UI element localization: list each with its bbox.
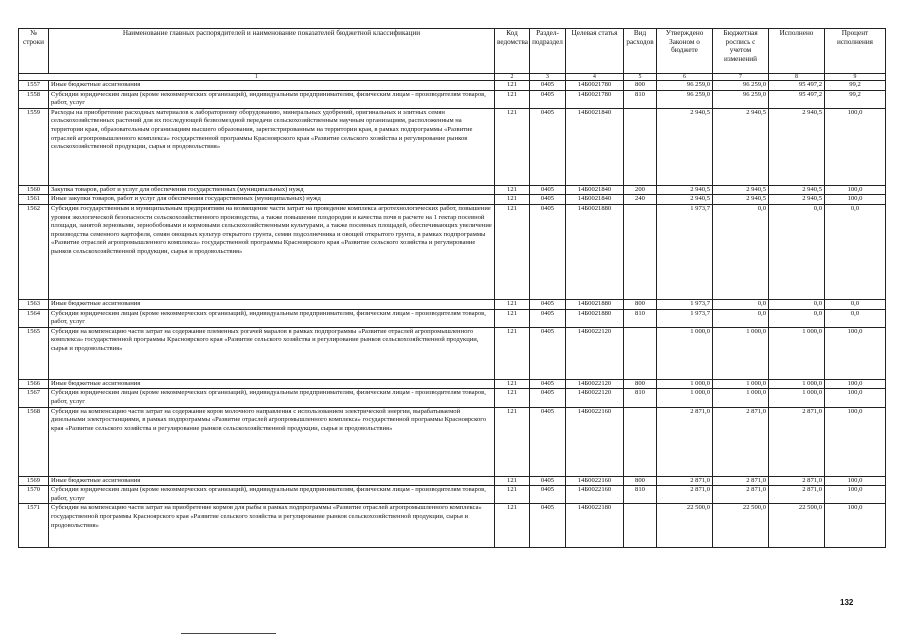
section-code: 0405 (530, 504, 566, 548)
expense-type (624, 327, 657, 379)
column-number: 3 (530, 74, 566, 81)
approved-amount: 1 000,0 (657, 327, 713, 379)
table-row (19, 389, 886, 407)
column-number: 8 (769, 74, 825, 81)
executed-amount: 95 497,2 (769, 81, 825, 91)
department-code: 121 (495, 476, 530, 486)
schedule-amount: 96 259,0 (713, 90, 769, 108)
executed-amount: 0,0 (769, 309, 825, 327)
row-number: 1561 (19, 195, 49, 205)
row-name: Субсидии на компенсацию части затрат на приобретение кормов для рыбы в рамках подпрограммы «Развитие отраслей агропромышленного комплекса» государственной программы Красноярского края «Развитие сельского хозяйства и регулирование рынков сельскохозяйственной продукции, сырья и продовольствия» (49, 504, 495, 548)
approved-amount: 96 259,0 (657, 81, 713, 91)
section-code: 0405 (530, 476, 566, 486)
approved-amount: 96 259,0 (657, 90, 713, 108)
column-number: 1 (19, 74, 495, 81)
row-number: 1567 (19, 389, 49, 407)
department-code: 121 (495, 504, 530, 548)
target-article: 14Б0021880 (566, 204, 624, 299)
expense-type: 810 (624, 486, 657, 504)
row-number: 1557 (19, 81, 49, 91)
row-number: 1560 (19, 185, 49, 195)
approved-amount: 2 940,5 (657, 108, 713, 185)
section-code: 0405 (530, 204, 566, 299)
department-code: 121 (495, 81, 530, 91)
expense-type: 240 (624, 195, 657, 205)
table-row (19, 195, 886, 205)
footer-divider (181, 633, 276, 634)
execution-percent: 100,0 (825, 407, 886, 476)
row-name: Расходы на приобретение расходных материалов к лабораторному оборудованию, минеральных удобрений, оригинальных и элитных семян сельскохозяйственных растений для их последующей безвозмездной передачи сельскохозяйственным научным организациям, расположенным на территории края, образовательным организациям высшего образования, зарегистрированным на территории края, в рамках подпрограммы «Развитие отраслей агропромышленного комплекса» государственной программы Красноярского края «Развитие сельского хозяйства и регулирование рынков сельскохозяйственной продукции, сырья и продовольствия» (49, 108, 495, 185)
executed-amount: 2 871,0 (769, 476, 825, 486)
row-number: 1563 (19, 299, 49, 309)
schedule-amount: 22 500,0 (713, 504, 769, 548)
schedule-amount: 96 259,0 (713, 81, 769, 91)
table-row (19, 185, 886, 195)
row-number: 1562 (19, 204, 49, 299)
header-row (19, 29, 886, 74)
schedule-amount: 2 940,5 (713, 195, 769, 205)
budget-document-page (18, 28, 885, 548)
row-number: 1566 (19, 379, 49, 389)
expense-type: 800 (624, 379, 657, 389)
section-code: 0405 (530, 299, 566, 309)
table-row (19, 309, 886, 327)
department-code: 121 (495, 407, 530, 476)
schedule-amount: 2 940,5 (713, 108, 769, 185)
schedule-amount: 2 871,0 (713, 407, 769, 476)
section-code: 0405 (530, 407, 566, 476)
table-body (19, 81, 886, 548)
executed-amount: 0,0 (769, 204, 825, 299)
executed-amount: 2 940,5 (769, 108, 825, 185)
department-code: 121 (495, 327, 530, 379)
approved-amount: 1 000,0 (657, 389, 713, 407)
target-article: 14Б0021840 (566, 185, 624, 195)
execution-percent: 0,0 (825, 299, 886, 309)
table-row (19, 486, 886, 504)
row-name: Субсидии юридическим лицам (кроме некоммерческих организаций), индивидуальным предпринимателям, физическим лицам - производителям товаров, работ, услуг (49, 486, 495, 504)
execution-percent: 100,0 (825, 476, 886, 486)
row-name: Субсидии юридическим лицам (кроме некоммерческих организаций), индивидуальным предпринимателям, физическим лицам - производителям товаров, работ, услуг (49, 389, 495, 407)
table-row (19, 407, 886, 476)
section-code: 0405 (530, 486, 566, 504)
column-number: 4 (566, 74, 624, 81)
row-number: 1570 (19, 486, 49, 504)
row-name: Иные бюджетные ассигнования (49, 476, 495, 486)
executed-amount: 0,0 (769, 299, 825, 309)
column-number: 2 (495, 74, 530, 81)
target-article: 14Б0021880 (566, 309, 624, 327)
table-row (19, 204, 886, 299)
header-execution-percent: Процент исполнения (825, 29, 886, 74)
execution-percent: 0,0 (825, 204, 886, 299)
section-code: 0405 (530, 379, 566, 389)
target-article: 14Б0021780 (566, 81, 624, 91)
target-article: 14Б0021780 (566, 90, 624, 108)
row-number: 1559 (19, 108, 49, 185)
expense-type (624, 407, 657, 476)
target-article: 14Б0022160 (566, 476, 624, 486)
execution-percent: 100,0 (825, 504, 886, 548)
header-expense-type: Вид расходов (624, 29, 657, 74)
schedule-amount: 2 871,0 (713, 476, 769, 486)
row-number: 1568 (19, 407, 49, 476)
execution-percent: 100,0 (825, 195, 886, 205)
execution-percent: 0,0 (825, 309, 886, 327)
executed-amount: 2 871,0 (769, 486, 825, 504)
department-code: 121 (495, 204, 530, 299)
execution-percent: 100,0 (825, 389, 886, 407)
executed-amount: 1 000,0 (769, 327, 825, 379)
table-row (19, 299, 886, 309)
row-name: Субсидии юридическим лицам (кроме некоммерческих организаций), индивидуальным предпринимателям, физическим лицам - производителям товаров, работ, услуг (49, 90, 495, 108)
section-code: 0405 (530, 81, 566, 91)
section-code: 0405 (530, 195, 566, 205)
schedule-amount: 0,0 (713, 204, 769, 299)
approved-amount: 2 940,5 (657, 195, 713, 205)
header-target-article: Целевая статья (566, 29, 624, 74)
table-row (19, 379, 886, 389)
budget-execution-table (18, 28, 886, 548)
column-number-row (19, 74, 886, 81)
header-department-code: Код ведомства (495, 29, 530, 74)
approved-amount: 2 871,0 (657, 486, 713, 504)
row-name: Закупка товаров, работ и услуг для обеспечения государственных (муниципальных) нужд (49, 185, 495, 195)
row-name: Иные бюджетные ассигнования (49, 299, 495, 309)
expense-type: 800 (624, 476, 657, 486)
target-article: 14Б0021840 (566, 195, 624, 205)
schedule-amount: 2 871,0 (713, 486, 769, 504)
schedule-amount: 0,0 (713, 299, 769, 309)
table-row (19, 327, 886, 379)
target-article: 14Б0021880 (566, 299, 624, 309)
approved-amount: 1 973,7 (657, 204, 713, 299)
approved-amount: 1 973,7 (657, 309, 713, 327)
schedule-amount: 2 940,5 (713, 185, 769, 195)
row-number: 1569 (19, 476, 49, 486)
column-number: 5 (624, 74, 657, 81)
column-number: 9 (825, 74, 886, 81)
expense-type (624, 108, 657, 185)
target-article: 14Б0022180 (566, 504, 624, 548)
target-article: 14Б0022120 (566, 389, 624, 407)
row-number: 1571 (19, 504, 49, 548)
column-number: 6 (657, 74, 713, 81)
executed-amount: 95 497,2 (769, 90, 825, 108)
header-section: Раздел-подраздел (530, 29, 566, 74)
row-name: Субсидии на компенсацию части затрат на содержание коров молочного направления с использованием электрической энергии, вырабатываемой дизельными электростанциями, в рамках подпрограммы «Развитие отраслей агропромышленного комплекса» государственной программы Красноярского края «Развитие сельского хозяйства и регулирование рынков сельскохозяйственной продукции, сырья и продовольствия» (49, 407, 495, 476)
column-number: 7 (713, 74, 769, 81)
header-executed: Исполнено (769, 29, 825, 74)
expense-type (624, 504, 657, 548)
row-name: Иные бюджетные ассигнования (49, 379, 495, 389)
section-code: 0405 (530, 327, 566, 379)
row-name: Субсидии юридическим лицам (кроме некоммерческих организаций), индивидуальным предпринимателям, физическим лицам - производителям товаров, работ, услуг (49, 309, 495, 327)
expense-type: 810 (624, 389, 657, 407)
execution-percent: 99,2 (825, 90, 886, 108)
expense-type: 810 (624, 90, 657, 108)
section-code: 0405 (530, 309, 566, 327)
table-row (19, 81, 886, 91)
section-code: 0405 (530, 90, 566, 108)
execution-percent: 99,2 (825, 81, 886, 91)
header-name: Наименование главных распорядителей и наименование показателей бюджетной классификации (49, 29, 495, 74)
table-row (19, 90, 886, 108)
expense-type (624, 204, 657, 299)
execution-percent: 100,0 (825, 379, 886, 389)
approved-amount: 22 500,0 (657, 504, 713, 548)
department-code: 121 (495, 379, 530, 389)
expense-type: 810 (624, 309, 657, 327)
row-number: 1558 (19, 90, 49, 108)
expense-type: 200 (624, 185, 657, 195)
header-row-number: № строки (19, 29, 49, 74)
execution-percent: 100,0 (825, 486, 886, 504)
execution-percent: 100,0 (825, 108, 886, 185)
department-code: 121 (495, 389, 530, 407)
target-article: 14Б0022160 (566, 407, 624, 476)
approved-amount: 1 973,7 (657, 299, 713, 309)
executed-amount: 1 000,0 (769, 389, 825, 407)
department-code: 121 (495, 299, 530, 309)
row-name: Иные закупки товаров, работ и услуг для обеспечения государственных (муниципальных) нужд (49, 195, 495, 205)
schedule-amount: 0,0 (713, 309, 769, 327)
execution-percent: 100,0 (825, 327, 886, 379)
table-header (19, 29, 886, 81)
schedule-amount: 1 000,0 (713, 389, 769, 407)
section-code: 0405 (530, 389, 566, 407)
executed-amount: 1 000,0 (769, 379, 825, 389)
section-code: 0405 (530, 185, 566, 195)
header-budget-schedule: Бюджетная роспись с учетом изменений (713, 29, 769, 74)
row-name: Иные бюджетные ассигнования (49, 81, 495, 91)
approved-amount: 2 871,0 (657, 407, 713, 476)
executed-amount: 2 940,5 (769, 185, 825, 195)
page-number: 132 (840, 598, 854, 607)
table-row (19, 476, 886, 486)
target-article: 14Б0021840 (566, 108, 624, 185)
department-code: 121 (495, 486, 530, 504)
table-row (19, 504, 886, 548)
schedule-amount: 1 000,0 (713, 327, 769, 379)
target-article: 14Б0022120 (566, 379, 624, 389)
department-code: 121 (495, 309, 530, 327)
department-code: 121 (495, 185, 530, 195)
department-code: 121 (495, 90, 530, 108)
approved-amount: 1 000,0 (657, 379, 713, 389)
execution-percent: 100,0 (825, 185, 886, 195)
expense-type: 800 (624, 81, 657, 91)
row-name: Субсидии государственным и муниципальным предприятиям на возмещение части затрат на проведение комплекса агротехнологических работ, повышение уровня экологической безопасности сельскохозяйственного производства, а также повышение плодородия и качества почв в расчете на 1 гектар посевной площади, занятой зерновыми, зернобобовыми и кормовыми сельскохозяйственными культурами, а также посевных площадей, обеспечивающих увеличение производства семенного картофеля, семян овощных культур открытого грунта, семян подсолнечника и овощей открытого грунта, в рамках подпрограммы «Развитие отраслей агропромышленного комплекса» государственной программы Красноярского края «Развитие сельского хозяйства и регулирование рынков сельскохозяйственной продукции, сырья и продовольствия» (49, 204, 495, 299)
approved-amount: 2 940,5 (657, 185, 713, 195)
target-article: 14Б0022120 (566, 327, 624, 379)
executed-amount: 22 500,0 (769, 504, 825, 548)
section-code: 0405 (530, 108, 566, 185)
table-row (19, 108, 886, 185)
row-number: 1564 (19, 309, 49, 327)
executed-amount: 2 940,5 (769, 195, 825, 205)
target-article: 14Б0022160 (566, 486, 624, 504)
expense-type: 800 (624, 299, 657, 309)
row-name: Субсидии на компенсацию части затрат на содержание племенных рогачей маралов в рамках подпрограммы «Развитие отраслей агропромышленного комплекса» государственной программы Красноярского края «Развитие сельского хозяйства и регулирование рынков сельскохозяйственной продукции, сырья и продовольствия» (49, 327, 495, 379)
header-approved: Утверждено Законом о бюджете (657, 29, 713, 74)
department-code: 121 (495, 108, 530, 185)
department-code: 121 (495, 195, 530, 205)
row-number: 1565 (19, 327, 49, 379)
schedule-amount: 1 000,0 (713, 379, 769, 389)
approved-amount: 2 871,0 (657, 476, 713, 486)
executed-amount: 2 871,0 (769, 407, 825, 476)
